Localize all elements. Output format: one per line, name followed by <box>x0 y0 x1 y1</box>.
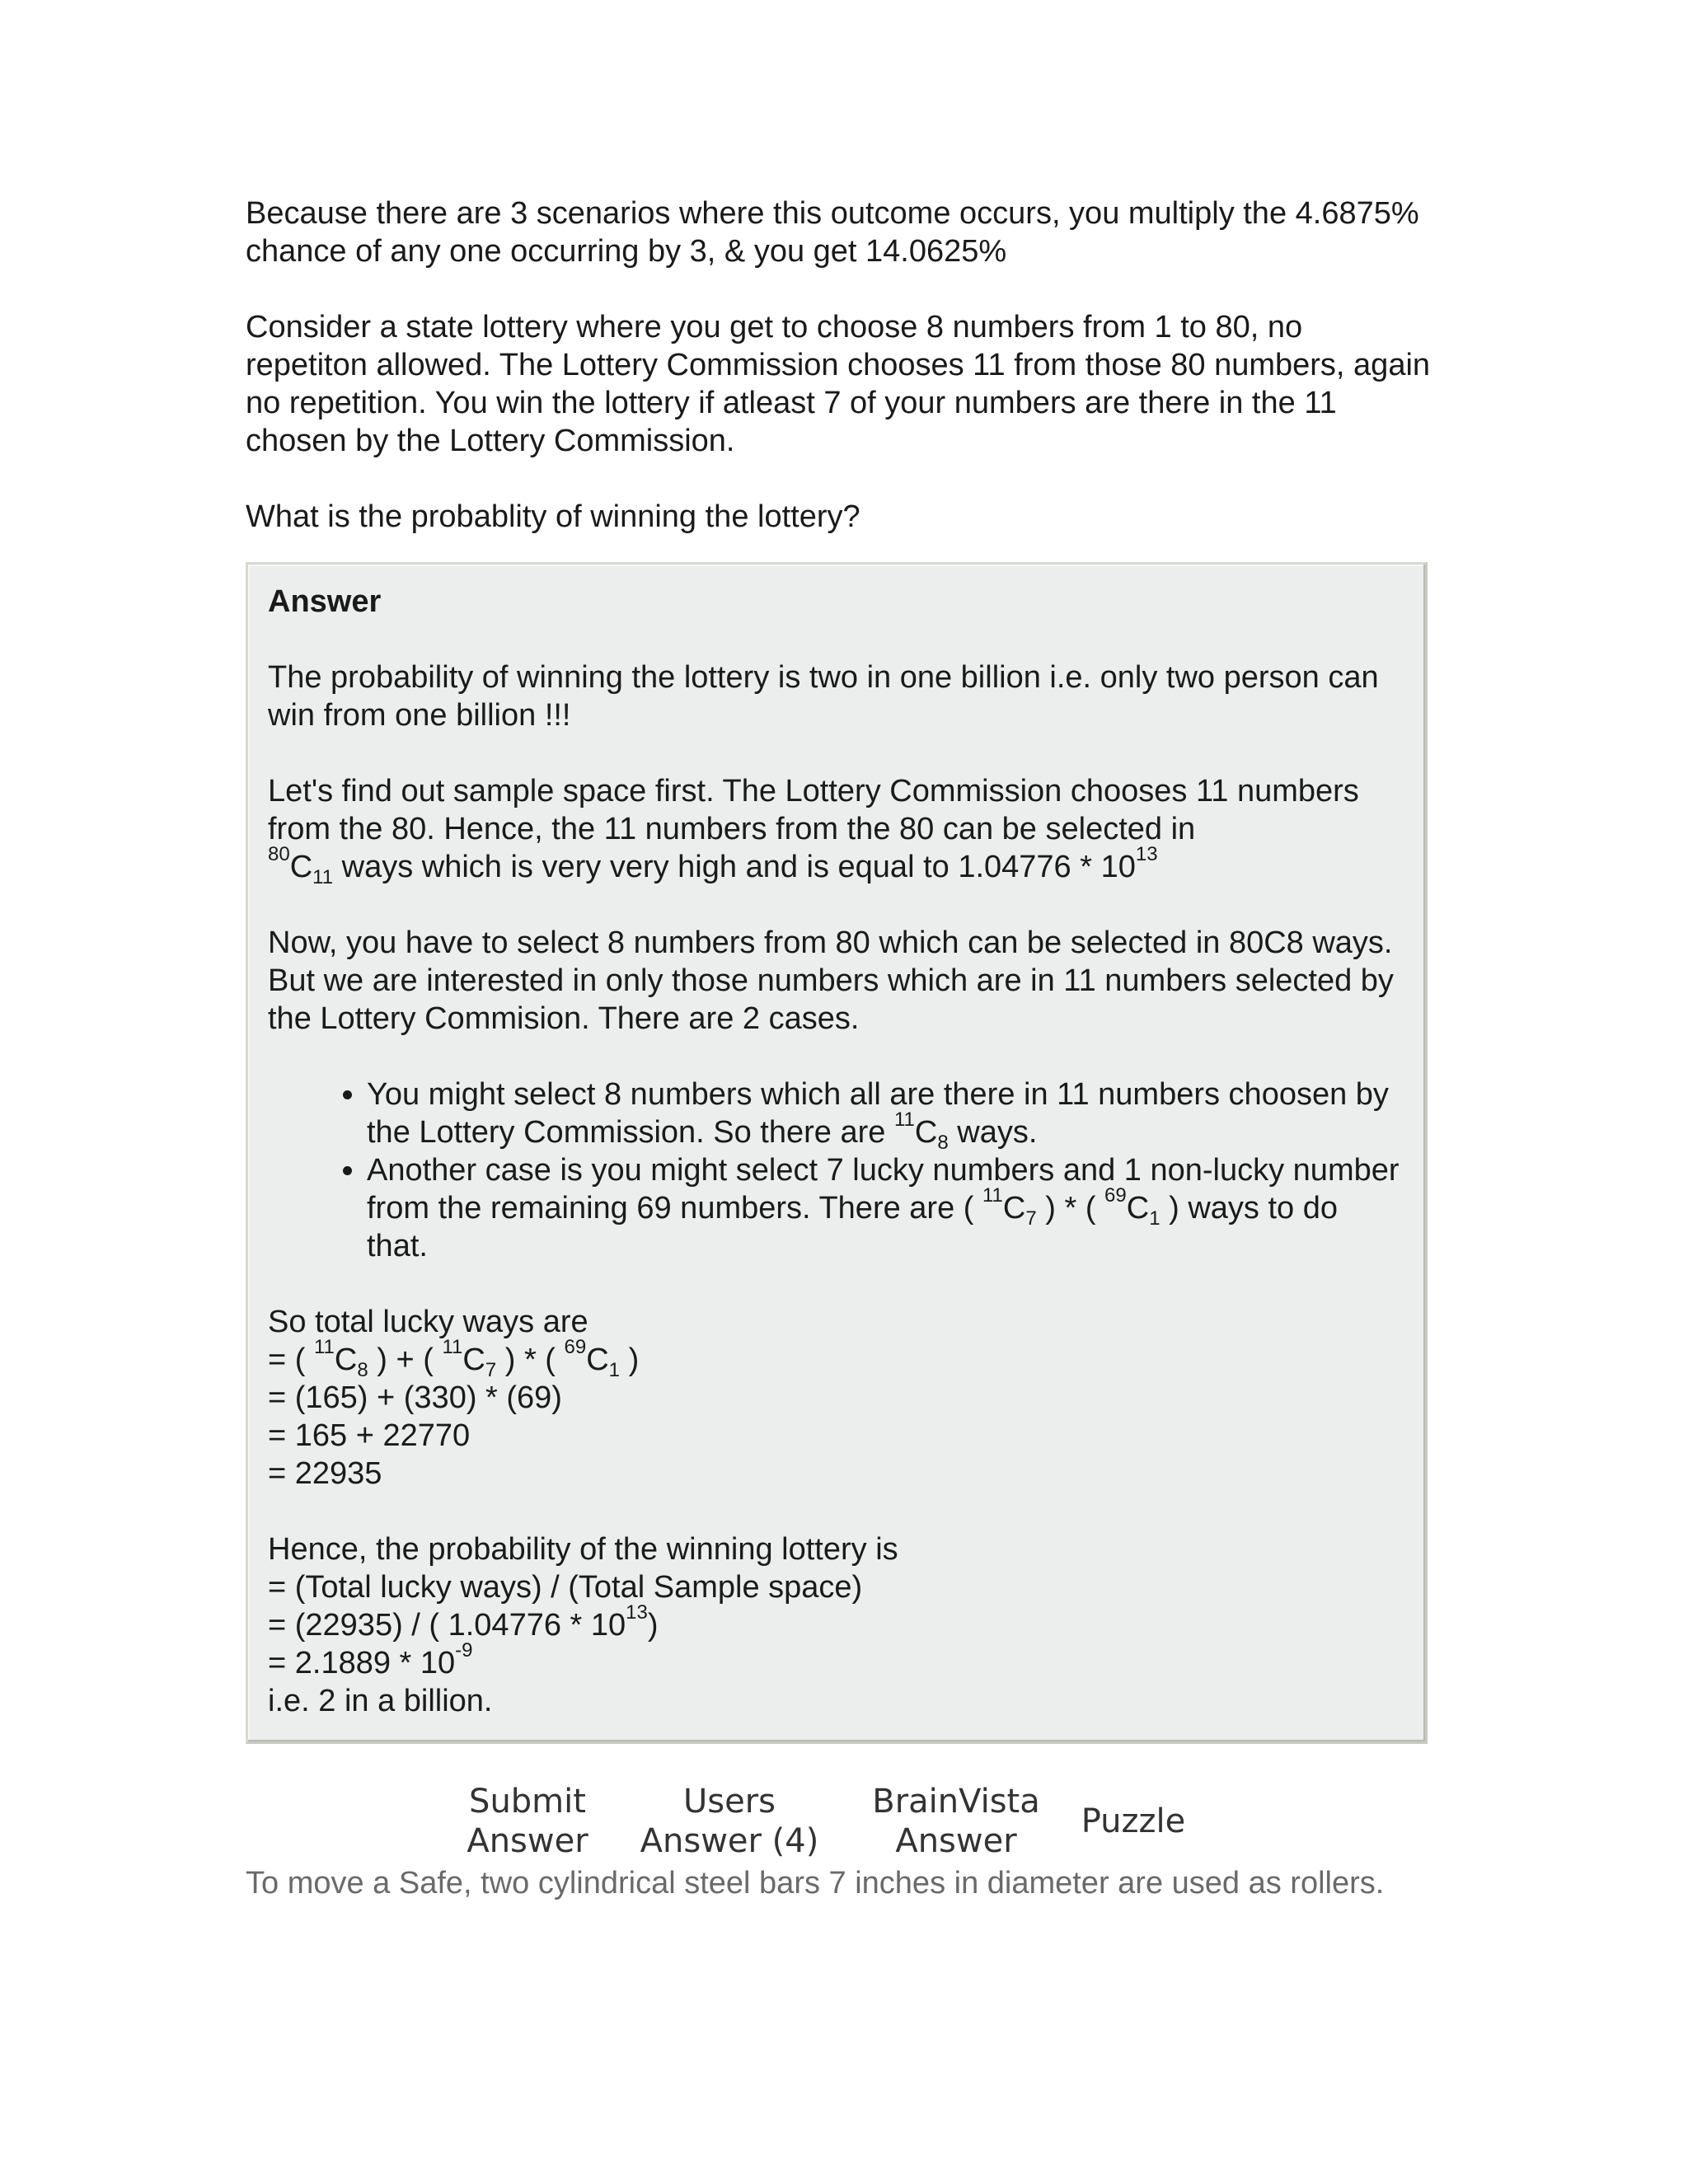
brainvista-answer-label-1: BrainVista <box>872 1783 1040 1821</box>
total-line1-c3: C <box>586 1343 609 1377</box>
probability-line-1: = (Total lucky ways) / (Total Sample space) <box>268 1570 863 1605</box>
total-line-1 <box>268 1336 1405 1381</box>
sample-space-paragraph <box>268 772 1405 886</box>
case2-c2: C <box>1126 1191 1150 1226</box>
case2-sub2: 1 <box>1149 1207 1160 1230</box>
selection-paragraph: Now, you have to select 8 numbers from 80 which can be selected in 80C8 ways. But we are interested in only those numbers which are in 11 numbers selected by the Lottery Commision. There are 2 cases. <box>268 926 1394 1036</box>
answer-summary: The probability of winning the lottery is two in one billion i.e. only two person can win from one billion !!! <box>268 660 1379 733</box>
total-line1-sup1: 11 <box>313 1336 335 1358</box>
sample-space-tail: ways which is very very high and is equal to 1.04776 * 10 <box>333 850 1136 884</box>
puzzle-label: Puzzle <box>1081 1802 1186 1840</box>
case1-sub: 8 <box>937 1132 949 1154</box>
total-line-3: = 165 + 22770 <box>268 1418 471 1453</box>
probability-line-3 <box>268 1639 1405 1682</box>
users-answer-button[interactable] <box>610 1782 849 1861</box>
sample-space-sup: 80 <box>268 843 290 865</box>
users-answer-label-1: Users <box>682 1783 776 1821</box>
probability-line-4: i.e. 2 in a billion. <box>268 1684 493 1718</box>
case-item-1 <box>367 1076 1405 1154</box>
answer-heading: Answer <box>268 584 382 619</box>
puzzle-button[interactable] <box>1063 1802 1203 1841</box>
total-line1-a: = ( <box>268 1343 314 1377</box>
sample-space-exp: 13 <box>1135 843 1158 865</box>
case2-sup1: 11 <box>982 1184 1003 1207</box>
total-line1-b: ) + ( <box>368 1343 443 1377</box>
case2-tail: ) ways to do that. <box>367 1191 1338 1263</box>
total-line1-c1: C <box>334 1343 358 1377</box>
total-line1-d: ) <box>620 1343 640 1377</box>
problem-paragraph: Consider a state lottery where you get to choose 8 numbers from 1 to 80, no repetiton allowed. The Lottery Commission chooses 11 from those 80 numbers, again no repetition. You win the lottery if atleast 7 of your numbers are there in the 11 chosen by the Lottery Commission. <box>246 310 1431 458</box>
sample-space-text: Let's find out sample space first. The Lottery Commission chooses 11 numbers from the 80. Hence, the 11 numbers from the 80 can be selected in <box>268 774 1359 846</box>
case-item-2 <box>367 1151 1405 1265</box>
users-answer-label-2: Answer (4) <box>640 1822 819 1860</box>
intro-paragraph: Because there are 3 scenarios where this outcome occurs, you multiply the 4.6875% chance of any one occurring by 3, & you get 14.0625% <box>246 196 1419 269</box>
probability-heading: Hence, the probability of the winning lottery is <box>268 1532 898 1567</box>
brainvista-answer-button[interactable] <box>849 1782 1063 1861</box>
total-heading: So total lucky ways are <box>268 1305 588 1339</box>
prob-line3-exp: -9 <box>455 1639 473 1661</box>
total-line-4: = 22935 <box>268 1456 382 1491</box>
case2-text: Another case is you might select 7 lucky numbers and 1 non-lucky number from the remaining 69 numbers. There are ( <box>367 1153 1400 1226</box>
puzzle-content <box>246 194 1432 1744</box>
total-line1-sup2: 11 <box>442 1336 463 1358</box>
case2-c1: C <box>1002 1191 1026 1226</box>
prob-line3-a: = 2.1889 * 10 <box>268 1646 456 1680</box>
total-line1-c2: C <box>462 1343 485 1377</box>
total-line1-sup3: 69 <box>564 1336 587 1358</box>
case2-mid: ) * ( <box>1036 1191 1105 1226</box>
next-puzzle-text: To move a Safe, two cylindrical steel bars 7 inches in diameter are used as rollers. <box>246 1866 1385 1900</box>
question-paragraph: What is the probablity of winning the lottery? <box>246 499 860 534</box>
prob-line2-a: = (22935) / ( 1.04776 * 10 <box>268 1608 626 1643</box>
case2-sub1: 7 <box>1025 1207 1037 1230</box>
total-line1-sub3: 1 <box>608 1359 621 1381</box>
case1-sup: 11 <box>893 1108 915 1131</box>
cases-list <box>268 1076 1405 1265</box>
sample-space-sub: 11 <box>312 866 334 888</box>
total-line-2: = (165) + (330) * (69) <box>268 1380 562 1415</box>
submit-answer-button[interactable] <box>445 1782 610 1861</box>
case1-text: You might select 8 numbers which all are there in 11 numbers choosen by the Lottery Commission. So there are <box>367 1077 1389 1150</box>
total-line1-c: ) * ( <box>496 1343 565 1377</box>
brainvista-answer-label-2: Answer <box>895 1822 1017 1860</box>
case1-c: C <box>914 1115 938 1150</box>
total-line1-sub2: 7 <box>485 1359 497 1381</box>
prob-line2-b: ) <box>647 1608 659 1643</box>
submit-answer-label-2: Answer <box>467 1822 588 1860</box>
submit-answer-label-1: Submit <box>469 1783 586 1821</box>
total-line1-sub1: 8 <box>357 1359 368 1381</box>
answer-box <box>246 562 1428 1744</box>
probability-line-2 <box>268 1601 1405 1644</box>
sample-space-c: C <box>289 850 313 884</box>
case1-tail: ways. <box>948 1115 1038 1150</box>
action-buttons <box>445 1772 1220 1871</box>
case2-sup2: 69 <box>1104 1184 1127 1207</box>
prob-line2-exp: 13 <box>626 1601 648 1624</box>
